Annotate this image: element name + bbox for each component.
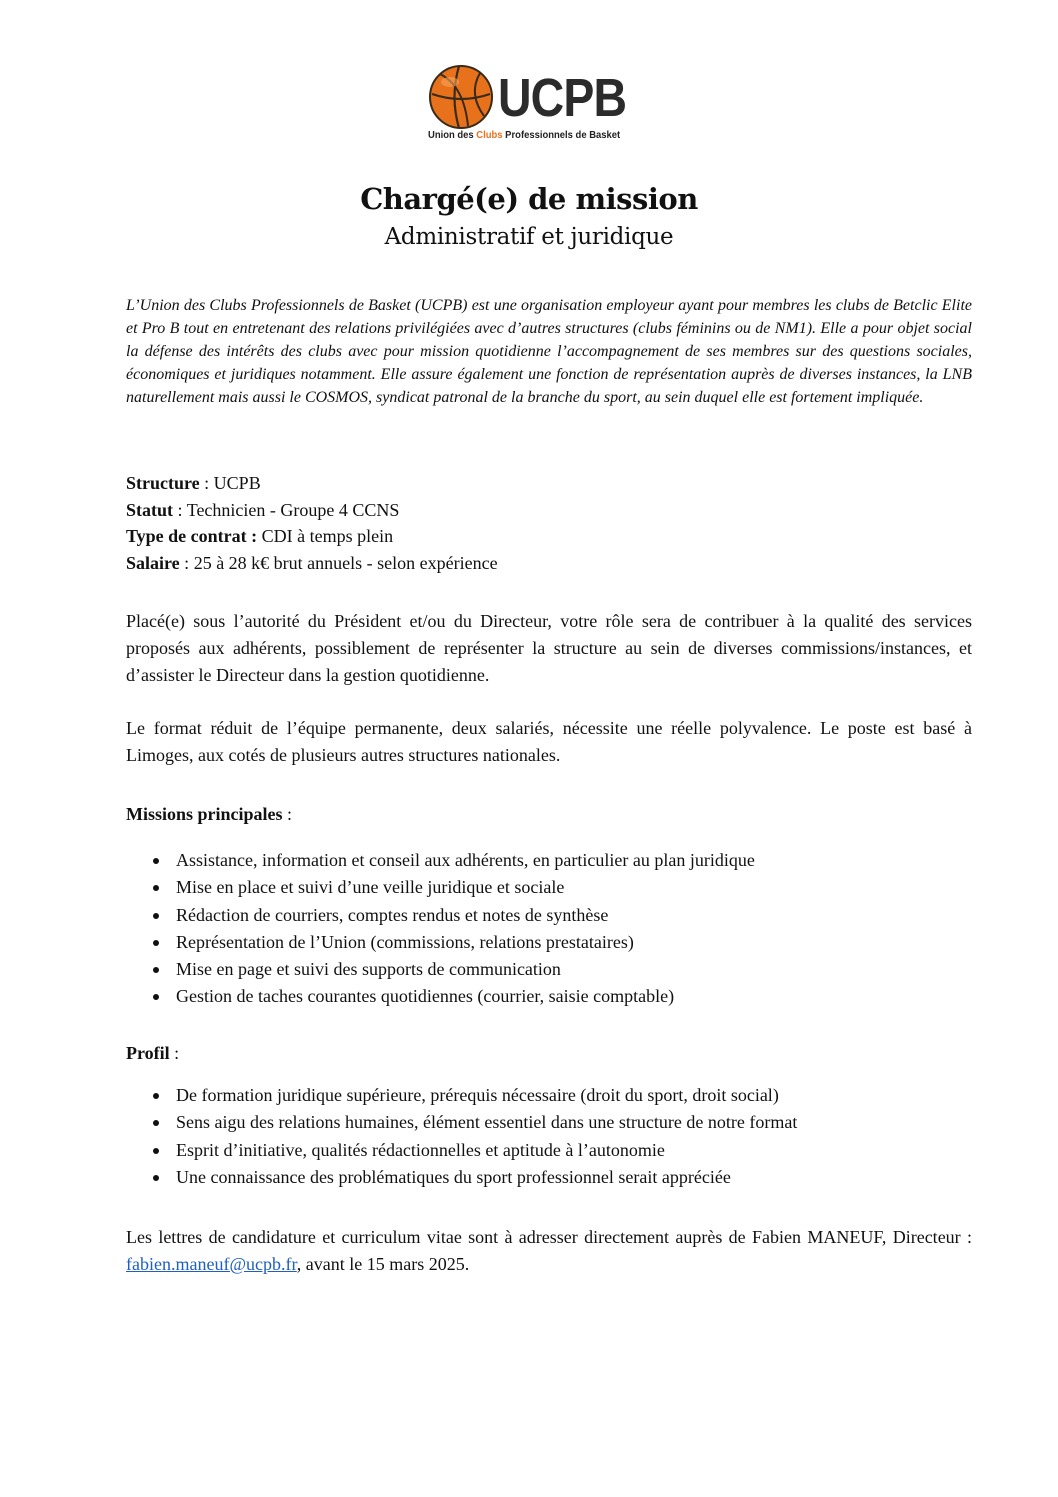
list-item: Assistance, information et conseil aux adhérents, en particulier au plan juridique [126, 847, 986, 874]
page-title: Chargé(e) de mission [360, 182, 698, 216]
list-item: De formation juridique supérieure, prérequis nécessaire (droit du sport, droit social) [126, 1082, 986, 1109]
spec-statut: Statut : Technicien - Groupe 4 CCNS [126, 499, 400, 520]
list-item: Mise en page et suivi des supports de communication [126, 956, 986, 983]
closing-paragraph: Les lettres de candidature et curriculum vitae sont à adresser directement auprès de Fabien MANEUF, Directeur : fabien.maneuf@ucpb.fr, avant le 15 mars 2025. [126, 1227, 972, 1274]
job-specs [126, 470, 498, 576]
bullet-icon [153, 885, 159, 891]
list-item: Sens aigu des relations humaines, élément essentiel dans une structure de notre format [126, 1109, 986, 1136]
spec-contrat: Type de contrat : CDI à temps plein [126, 526, 394, 546]
intro-paragraph: L’Union des Clubs Professionnels de Basket (UCPB) est une organisation employeur ayant pour membres les clubs de Betclic Elite et Pro B tout en entretenant des relations privilégiées avec d’autres structures (clubs féminins ou de NM1). Elle a pour objet social la défense des intérêts des clubs avec pour mission quotidienne l’accompagnement de ses membres sur des questions sociales, économiques et juridiques notamment. Elle assure également une fonction de représentation auprès de diverses instances, la LNB naturellement mais aussi le COSMOS, syndicat patronal de la branche du sport, au sein duquel elle est fortement impliquée. [126, 297, 972, 406]
profil-heading: Profil : [126, 1043, 180, 1063]
list-item: Gestion de taches courantes quotidiennes (courrier, saisie comptable) [126, 983, 986, 1010]
bullet-icon [153, 994, 159, 1000]
list-item: Esprit d’initiative, qualités rédactionnelles et aptitude à l’autonomie [126, 1137, 986, 1164]
profil-list [126, 1082, 986, 1191]
missions-list [126, 847, 986, 1011]
bullet-icon [153, 1120, 159, 1126]
bullet-icon [153, 858, 159, 864]
logo-wordmark: UCPB [498, 68, 627, 128]
basketball-icon [428, 64, 494, 130]
logo-tagline: Union des Clubs Professionnels de Basket [428, 129, 621, 141]
email-link[interactable]: fabien.maneuf@ucpb.fr [126, 1254, 297, 1274]
bullet-icon [153, 940, 159, 946]
role-paragraph: Placé(e) sous l’autorité du Président et/ou du Directeur, votre rôle sera de contribuer à la qualité des services proposés aux adhérents, possiblement de représenter la structure au sein de diverses commissions/instances, et d’assister le Directeur dans la gestion quotidienne. [126, 611, 972, 685]
spec-salaire: Salaire : 25 à 28 k€ brut annuels - selon expérience [126, 552, 498, 573]
list-item: Représentation de l’Union (commissions, relations prestataires) [126, 929, 986, 956]
ucpb-logo [428, 62, 648, 144]
list-item: Mise en place et suivi d’une veille juridique et sociale [126, 874, 986, 901]
bullet-icon [153, 1148, 159, 1154]
list-item: Une connaissance des problématiques du sport professionnel serait appréciée [126, 1164, 986, 1191]
list-item: Rédaction de courriers, comptes rendus et notes de synthèse [126, 902, 986, 929]
bullet-icon [153, 967, 159, 973]
spec-structure: Structure : UCPB [126, 473, 261, 493]
missions-heading: Missions principales : [126, 804, 293, 824]
bullet-icon [153, 1175, 159, 1181]
team-paragraph: Le format réduit de l’équipe permanente, deux salariés, nécessite une réelle polyvalence. Le poste est basé à Limoges, aux cotés de plusieurs autres structures nationales. [126, 718, 972, 765]
bullet-icon [153, 1093, 159, 1099]
page-subtitle: Administratif et juridique [384, 224, 674, 250]
bullet-icon [153, 913, 159, 919]
